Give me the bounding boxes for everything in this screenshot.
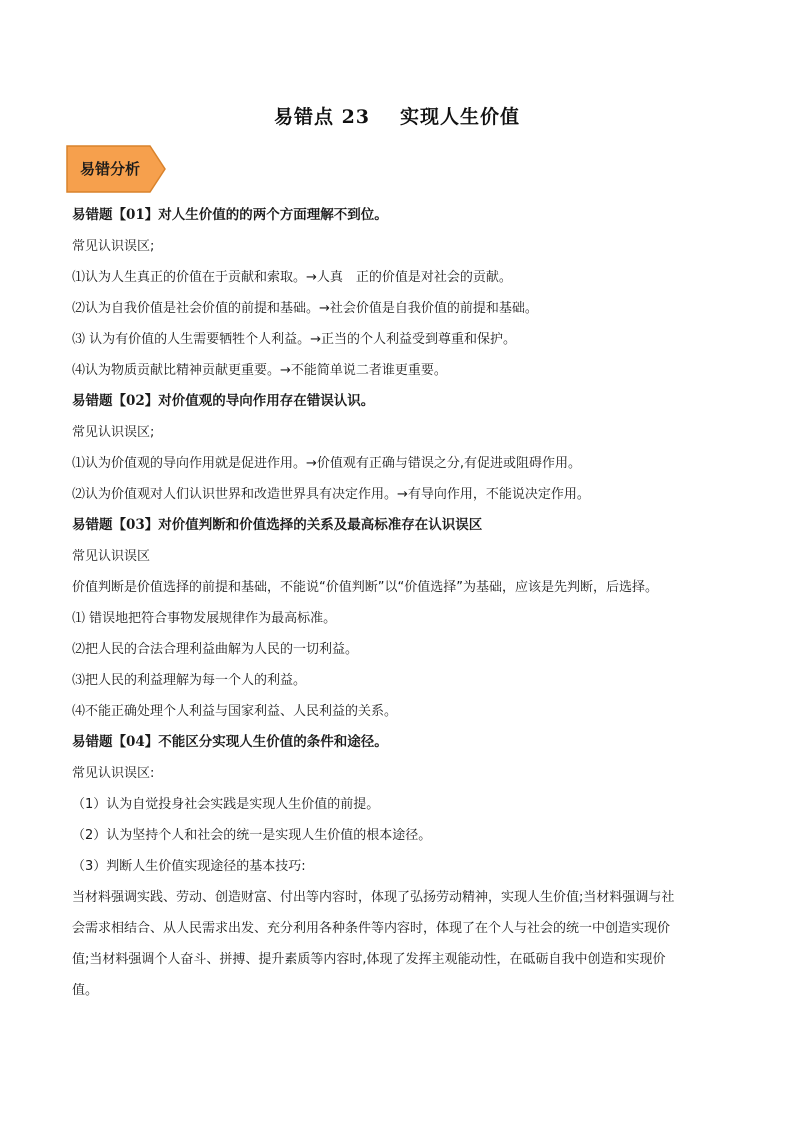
document-body — [72, 200, 732, 1006]
body-line: 会需求相结合、从人民需求出发、充分利用各种条件等内容时，体现了在个人与社会的统一中创造实现价 — [72, 921, 671, 936]
body-line: ⑵认为价值观对人们认识世界和改造世界具有决定作用。→有导向作用，不能说决定作用。 — [72, 487, 590, 502]
body-line: （1）认为自觉投身社会实践是实现人生价值的前提。 — [72, 797, 380, 812]
error-topic-heading: 易错题【03】对价值判断和价值选择的关系及最高标准存在认识误区 — [72, 517, 483, 533]
body-line: 值。 — [72, 983, 99, 998]
page-title — [0, 104, 794, 130]
body-line: 常见认识误区; — [72, 425, 155, 440]
section-tag-label: 易错分析 — [79, 160, 140, 178]
body-line: ⑵把人民的合法合理利益曲解为人民的一切利益。 — [72, 642, 359, 657]
error-topic-heading: 易错题【04】不能区分实现人生价值的条件和途径。 — [72, 734, 388, 750]
body-line: 价值判断是价值选择的前提和基础，不能说“价值判断”以“价值选择”为基础，应该是先判断，后选择。 — [72, 580, 658, 595]
error-topic-heading: 易错题【02】对价值观的导向作用存在错误认识。 — [72, 393, 375, 409]
body-line: ⑶ 认为有价值的人生需要牺牲个人利益。→正当的个人利益受到尊重和保护。 — [72, 332, 517, 347]
title-number: 易错点 23 — [273, 106, 371, 128]
body-line: （3）判断人生价值实现途径的基本技巧: — [72, 859, 306, 874]
body-line: ⑴ 错误地把符合事物发展规律作为最高标准。 — [72, 611, 337, 626]
body-line: ⑷不能正确处理个人利益与国家利益、人民利益的关系。 — [72, 704, 398, 719]
body-line: 值;当材料强调个人奋斗、拼搏、提升素质等内容时,体现了发挥主观能动性，在砥砺自我中创造和实现价 — [72, 952, 666, 967]
body-line: （2）认为坚持个人和社会的统一是实现人生价值的根本途径。 — [72, 828, 432, 843]
body-line: ⑶把人民的利益理解为每一个人的利益。 — [72, 673, 307, 688]
error-topic-heading: 易错题【01】对人生价值的的两个方面理解不到位。 — [72, 207, 388, 223]
body-line: ⑴认为价值观的导向作用就是促进作用。→价值观有正确与错误之分,有促进或阻碍作用。 — [72, 456, 582, 471]
body-line: 当材料强调实践、劳动、创造财富、付出等内容时，体现了弘扬劳动精神，实现人生价值;当材料强调与社 — [72, 890, 675, 905]
body-line: ⑴认为人生真正的价值在于贡献和索取。→人真 正的价值是对社会的贡献。 — [72, 270, 512, 285]
title-topic: 实现人生价值 — [400, 106, 521, 128]
body-line: ⑷认为物质贡献比精神贡献更重要。→不能简单说二者谁更重要。 — [72, 363, 447, 378]
body-line: ⑵认为自我价值是社会价值的前提和基础。→社会价值是自我价值的前提和基础。 — [72, 301, 538, 316]
body-line: 常见认识误区; — [72, 239, 155, 254]
body-line: 常见认识误区 — [72, 549, 151, 564]
section-tag — [66, 145, 166, 193]
body-line: 常见认识误区: — [72, 766, 155, 781]
